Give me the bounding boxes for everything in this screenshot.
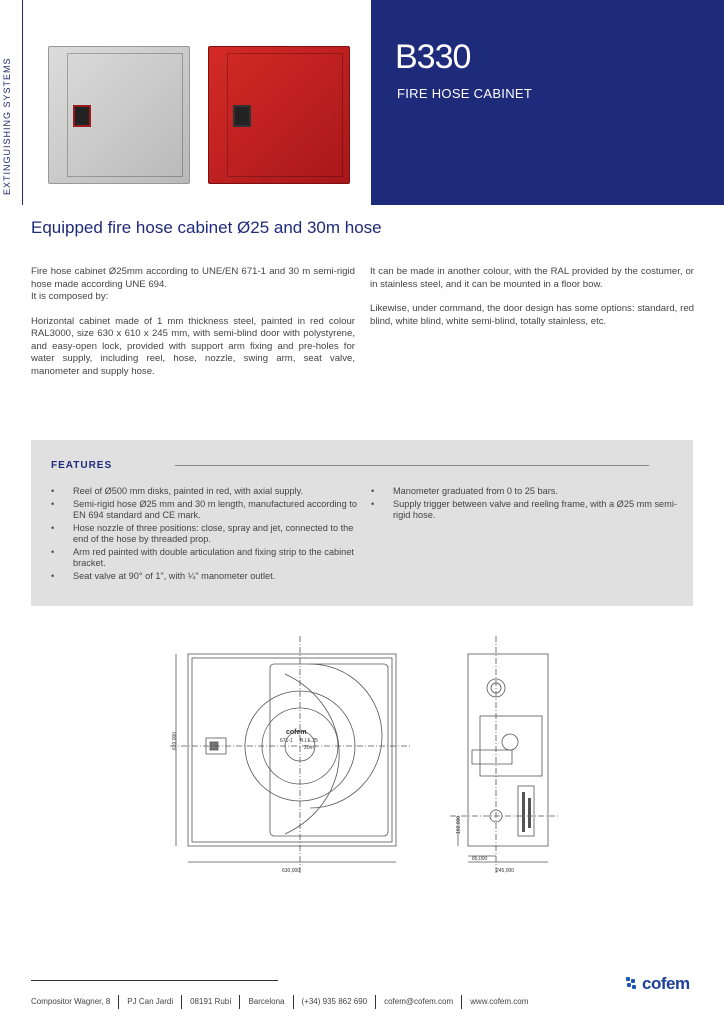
features-title: FEATURES — [51, 460, 113, 471]
body-left-column — [31, 266, 355, 390]
body-paragraph: Likewise, under command, the door design has some options: standard, red blind, white blind, white semi-blind, totally stainless, etc. — [370, 303, 694, 327]
height-dim: 610,000 — [172, 731, 178, 750]
page-headline: Equipped fire hose cabinet Ø25 and 30m hose — [31, 218, 382, 237]
reel-standard: 671-1 — [280, 738, 293, 744]
bottom-dim: 102,000 — [456, 815, 462, 834]
red-cabinet-photo — [208, 46, 350, 184]
feature-item: • Seat valve at 90° of 1", with ¼" manometer outlet. — [51, 571, 361, 583]
gray-cabinet-photo — [48, 46, 190, 184]
side-label: EXTINGUISHING SYSTEMS — [2, 57, 12, 195]
technical-drawing — [150, 634, 570, 882]
features-panel — [31, 440, 693, 606]
hero-panel — [371, 0, 724, 205]
footer-address: Compositor Wagner, 8 — [31, 995, 119, 1009]
footer-website[interactable]: www.cofem.com — [470, 997, 529, 1006]
reel-length: 20m — [304, 745, 314, 751]
body-paragraph: Horizontal cabinet made of 1 mm thickness steel, painted in red colour RAL3000, size 630 x 610 x 245 mm, with semi-blind door with polystyrene, and easy-open lock, provided with support arm fixing and pre-holes for water supply, including reel, hose, nozzle, swing arm, seat valve, manometer and supply hose. — [31, 315, 355, 377]
footer — [31, 995, 536, 1009]
footer-area: PJ Can Jardi — [119, 995, 182, 1009]
features-divider — [175, 465, 649, 466]
side-strip — [0, 0, 23, 205]
footer-email[interactable]: cofem@cofem.com — [376, 995, 462, 1009]
reel-hose: B.I.E.25 — [300, 738, 318, 744]
product-subtitle: FIRE HOSE CABINET — [397, 86, 533, 101]
footer-postcode: 08191 Rubí — [182, 995, 240, 1009]
features-list-right — [371, 486, 686, 523]
feature-item: • Manometer graduated from 0 to 25 bars. — [371, 486, 686, 498]
offset-dim: 85,000 — [472, 856, 488, 862]
product-photos — [40, 38, 360, 188]
body-right-column — [370, 266, 694, 340]
body-paragraph: Fire hose cabinet Ø25mm according to UNE/EN 671-1 and 30 m semi-rigid hose made according UNE 694. It is composed by: — [31, 266, 355, 302]
logo-mark-icon — [626, 977, 640, 991]
logo-text: cofem — [642, 974, 690, 993]
width-dim: 630,000 — [282, 868, 301, 874]
depth-dim: 245,000 — [496, 868, 515, 874]
feature-item: • Supply trigger between valve and reeling frame, with a Ø25 mm semi-rigid hose. — [371, 499, 686, 522]
footer-phone: (+34) 935 862 690 — [294, 995, 377, 1009]
footer-city: Barcelona — [240, 995, 293, 1009]
features-list-left — [51, 486, 361, 583]
feature-item: • Arm red painted with double articulation and fixing strip to the cabinet bracket. — [51, 547, 361, 570]
product-code: B330 — [395, 38, 471, 76]
feature-item: • Hose nozzle of three positions: close, spray and jet, connected to the end of the hose by threaded prop. — [51, 523, 361, 546]
footer-divider — [31, 980, 278, 981]
cofem-logo — [626, 974, 690, 994]
feature-item: • Reel of Ø500 mm disks, painted in red, with axial supply. — [51, 486, 361, 498]
feature-item: • Semi-rigid hose Ø25 mm and 30 m length, manufactured according to EN 694 standard and CE mark. — [51, 499, 361, 522]
reel-brand: cofem — [286, 729, 307, 736]
body-paragraph: It can be made in another colour, with the RAL provided by the costumer, or in stainless steel, and it can be mounted in a floor bow. — [370, 266, 694, 290]
